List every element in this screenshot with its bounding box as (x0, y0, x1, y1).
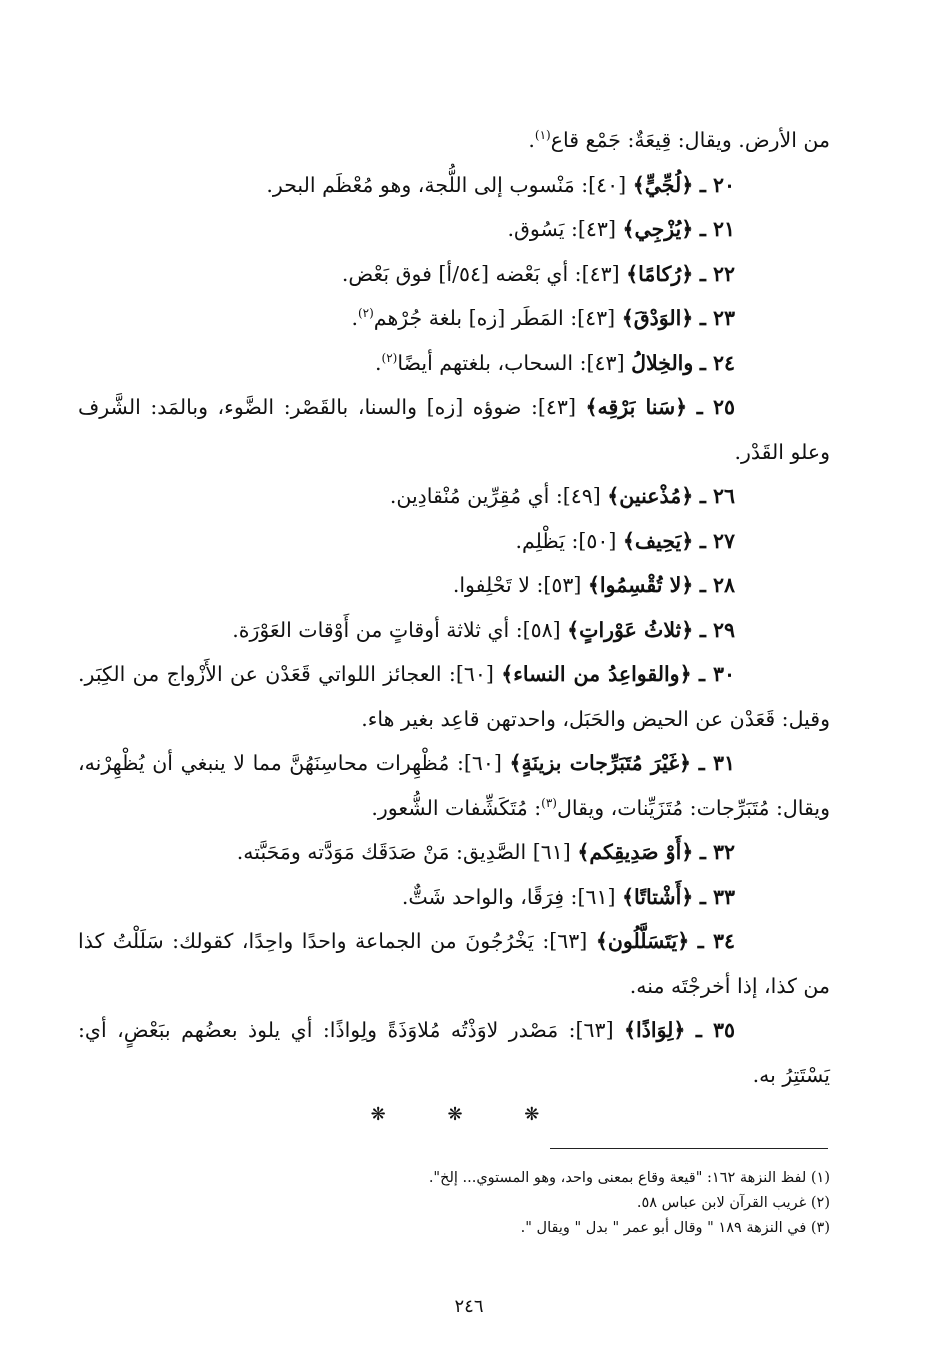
entry-term: ﴿والقواعِدُ من النساء﴾ (501, 662, 692, 686)
entry-28 (78, 563, 830, 608)
entry-22 (78, 252, 830, 297)
entry-term: ﴿لا تُقْسِمُوا﴾ (587, 573, 694, 597)
entry-number: ٣٤ ـ (697, 929, 735, 953)
entry-text: [٦٠]: مُظْهِرات محاسِنَهُنَّ مما لا ينبغي أن يُظْهِرْنه، ويقال: مُتَبَرِّجات: مُتَزَيِّنات، ويقال (78, 751, 830, 820)
entry-27 (78, 519, 830, 564)
entry-number: ٣٢ ـ (699, 840, 735, 864)
entry-term: ﴿يُزْجِي﴾ (622, 217, 694, 241)
entry-20 (78, 163, 830, 208)
entry-text: [٤٣]: السحاب، بلغتهم أيضًا (397, 350, 632, 375)
entry-26 (78, 474, 830, 519)
entry-term: والخِلالُ (631, 350, 694, 375)
entry-term: ﴿لِوَاذًا﴾ (624, 1018, 686, 1042)
entry-number: ٣١ ـ (698, 751, 735, 775)
entry-33 (78, 875, 830, 920)
footnote-ref: (٢) (357, 306, 374, 321)
entry-number: ٢٣ ـ (699, 306, 735, 330)
entry-text: [٤٣]: ضوؤه [زه] والسنا، بالقَصْر: الضَّوء، وبالمَد: الشَّرف وعلو القَدْر. (78, 395, 830, 464)
main-text (78, 118, 830, 1097)
section-separator: ❋ ❋ ❋ (370, 1104, 568, 1125)
footnote-divider (550, 1148, 828, 1149)
entry-number: ٣٥ ـ (695, 1018, 735, 1042)
footnotes (300, 1166, 830, 1241)
entry-32 (78, 830, 830, 875)
entry-number: ٢٨ ـ (699, 573, 735, 597)
entry-text: [٤٠]: مَنْسوب إلى اللُّجة، وهو مُعْظَم البحر. (266, 172, 633, 197)
lead-text: من الأرض. ويقال: قِيعَةٌ: جَمْع قاع (550, 128, 830, 152)
entry-21 (78, 207, 830, 252)
entry-term: ﴿لُجِّيٍّ﴾ (632, 172, 694, 197)
entry-text: [٦١]: فِرَقًا، والواحد شَتٌّ. (401, 884, 622, 909)
entry-number: ٢٢ ـ (699, 261, 735, 286)
entry-text: [٦٣]: مَصْدر لاوَذْتُه مُلاوَذَةً ولِواذًا: أي يلوذ بعضُهم ببَعْضٍ، أي: يَسْتَتِرُ به. (78, 1018, 830, 1087)
footnote-3: (٣) في النزهة ١٨٩ " وقال أبو عمر " بدل " ويقال ". (520, 1220, 830, 1236)
entry-term: ﴿أَشْتاتًا﴾ (622, 884, 694, 909)
page-number: ٢٤٦ (454, 1296, 484, 1317)
entry-text: [٥٠]: يَظْلِم. (515, 528, 623, 553)
entry-text: [٥٨]: أي ثلاثة أوقاتٍ من أَوْقات العَوْرَة. (232, 617, 568, 642)
entry-term: ﴿مُذْعنين﴾ (607, 484, 694, 508)
lead-end: . (528, 128, 535, 152)
lead-line (78, 118, 830, 163)
footnote-2: (٢) غريب القرآن لابن عباس ٥٨. (636, 1195, 830, 1211)
entry-30 (78, 652, 830, 741)
entry-29 (78, 608, 830, 653)
entry-end: . (351, 306, 358, 330)
entry-35 (78, 1008, 830, 1097)
footnote-1: (١) لفظ النزهة ١٦٢: "قيعة وقاع بمعنى واحد، وهو المستوي... إلخ". (428, 1170, 830, 1186)
footnote-ref: (١) (534, 128, 551, 143)
entry-number: ٣٠ ـ (698, 662, 735, 686)
entry-term: ﴿رُكامًا﴾ (626, 261, 694, 286)
entry-number: ٣٣ ـ (699, 884, 735, 909)
entry-term: ﴿الوَدْقَ﴾ (621, 306, 694, 330)
entry-text: [٤٩]: أي مُقِرِّين مُنْقادِين. (389, 484, 608, 508)
entry-24 (78, 341, 830, 386)
entry-number: ٢٦ ـ (699, 484, 735, 508)
entry-text: [٥٣]: لا تَحْلِفوا. (452, 573, 588, 597)
entry-term: ﴿غَيْرَ مُتَبَرِّجات بزينَةٍ﴾ (509, 751, 692, 775)
entry-text: [٦٠]: العجائز اللواتي قَعَدْن عن الأَزْواج من الكِبَر. وقيل: قَعَدْن عن الحيض والحَبَل، واحدتهن قاعِد بغير هاء. (78, 662, 830, 731)
entry-number: ٢١ ـ (699, 217, 735, 241)
entry-25 (78, 385, 830, 474)
entry-end: . (375, 350, 382, 375)
entry-number: ٢٩ ـ (699, 617, 735, 642)
entry-end: : مُتَكَشِّفات الشُّعور. (371, 795, 542, 820)
entry-number: ٢٥ ـ (696, 395, 735, 419)
entry-term: ﴿سَنا بَرْقِه﴾ (585, 395, 688, 419)
footnote-ref: (٣) (541, 795, 557, 810)
entry-text: [٦٣]: يَخْرُجُونَ من الجماعة واحدًا واحِدًا، كقولك: سَلَلْتُ كذا من كذا، إذا أخرجْتَه منه. (78, 929, 830, 998)
entry-term: ﴿يَتَسَلَّلُون﴾ (595, 929, 690, 953)
entry-text: [٤٣]: يَسُوق. (507, 217, 623, 241)
entry-text: [٦١] الصَّدِيق: مَنْ صَدَقَك مَوَدَّته ومَحَبَّته. (236, 840, 578, 864)
entry-number: ٢٠ ـ (699, 172, 735, 197)
entry-34 (78, 919, 830, 1008)
entry-text: [٤٣]: المَطَر [زه] بلغة جُرْهم (373, 306, 622, 330)
entry-term: ﴿أَوْ صَدِيقِكم﴾ (577, 840, 694, 864)
footnote-ref: (٢) (381, 350, 398, 365)
entry-23 (78, 296, 830, 341)
entry-term: ﴿يَحِيف﴾ (622, 528, 694, 553)
entry-term: ﴿ثلاثُ عَوْراتٍ﴾ (567, 617, 694, 642)
entry-number: ٢٤ ـ (699, 350, 735, 375)
entry-31 (78, 741, 830, 830)
entry-text: [٤٣]: أي بَعْضه [٥٤/أ] فوق بَعْض. (341, 261, 627, 286)
entry-number: ٢٧ ـ (699, 528, 735, 553)
